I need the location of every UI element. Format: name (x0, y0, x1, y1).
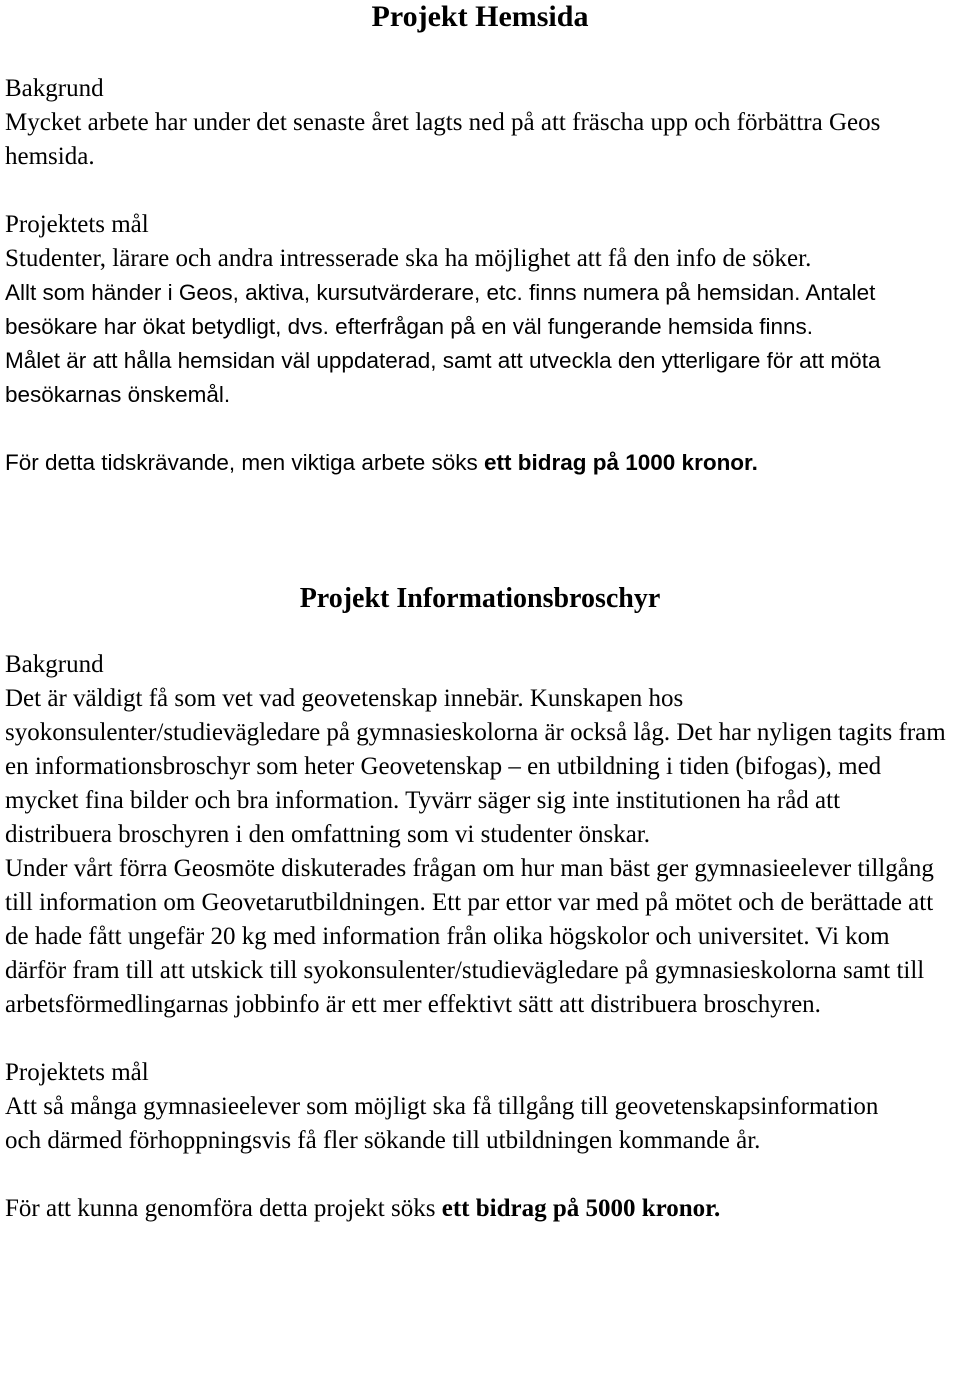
section2-goal-heading: Projektets mål (5, 1059, 149, 1086)
section2-background-text: Det är väldigt få som vet vad geovetenskap innebär. Kunskapen hos syokonsulenter/studievägledare på gymnasieskolorna är också låg. Det har nyligen tagits fram en informationsbroschyr som heter Geovetenskap – en utbildning i tiden (bifogas), med mycket fina bilder och bra information. Tyvärr säger sig inte institutionen ha råd att distribuera broschyren i den omfattning som vi studenter önskar. (5, 685, 946, 848)
section1-request-text: För detta tidskrävande, men viktiga arbete söks (5, 450, 484, 475)
section1-background-heading: Bakgrund (5, 75, 104, 102)
section1-goal-text-1: Studenter, lärare och andra intresserade ska ha möjlighet att få den info de söker. (5, 245, 812, 272)
document-page (5, 0, 955, 1226)
section2-background-heading: Bakgrund (5, 651, 104, 678)
section1-background-text: Mycket arbete har under det senaste året lagts ned på att fräscha upp och förbättra Geos hemsida. (5, 109, 881, 170)
section1-request (5, 446, 955, 480)
section1-goal-text-2: Allt som händer i Geos, aktiva, kursutvärderare, etc. finns numera på hemsidan. Antalet besökare har ökat betydligt, dvs. efterfrågan på en väl fungerande hemsida finns. (5, 280, 876, 339)
section1-goal-text-3: Målet är att hålla hemsidan väl uppdaterad, samt att utveckla den ytterligare för att möta besökarnas önskemål. (5, 348, 881, 407)
section1-goal-heading: Projektets mål (5, 211, 149, 238)
section2-request-text: För att kunna genomföra detta projekt söks (5, 1195, 442, 1222)
section2-goal-text: Att så många gymnasieelever som möjligt ska få tillgång till geovetenskapsinformation och därmed förhoppningsvis få fler sökande till utbildningen kommande år. (5, 1093, 879, 1154)
page-title: Projekt Hemsida (371, 0, 589, 33)
section2-title: Projekt Informationsbroschyr (299, 583, 661, 614)
section2-request-amount: ett bidrag på 5000 kronor. (441, 1195, 721, 1222)
section2-meeting-text: Under vårt förra Geosmöte diskuterades frågan om hur man bäst ger gymnasieelever tillgång till information om Geovetarutbildningen. Ett par ettor var med på mötet och de berättade att de hade fått ungefär 20 kg med information från olika högskolor och universitet. Vi kom därför fram till att utskick till syokonsulenter/studievägledare på gymnasieskolorna samt till arbetsförmedlingarnas jobbinfo är ett mer effektivt sätt att distribuera broschyren. (5, 855, 934, 1018)
section1-request-amount: ett bidrag på 1000 kronor. (483, 450, 758, 475)
section2-request (5, 1192, 955, 1226)
